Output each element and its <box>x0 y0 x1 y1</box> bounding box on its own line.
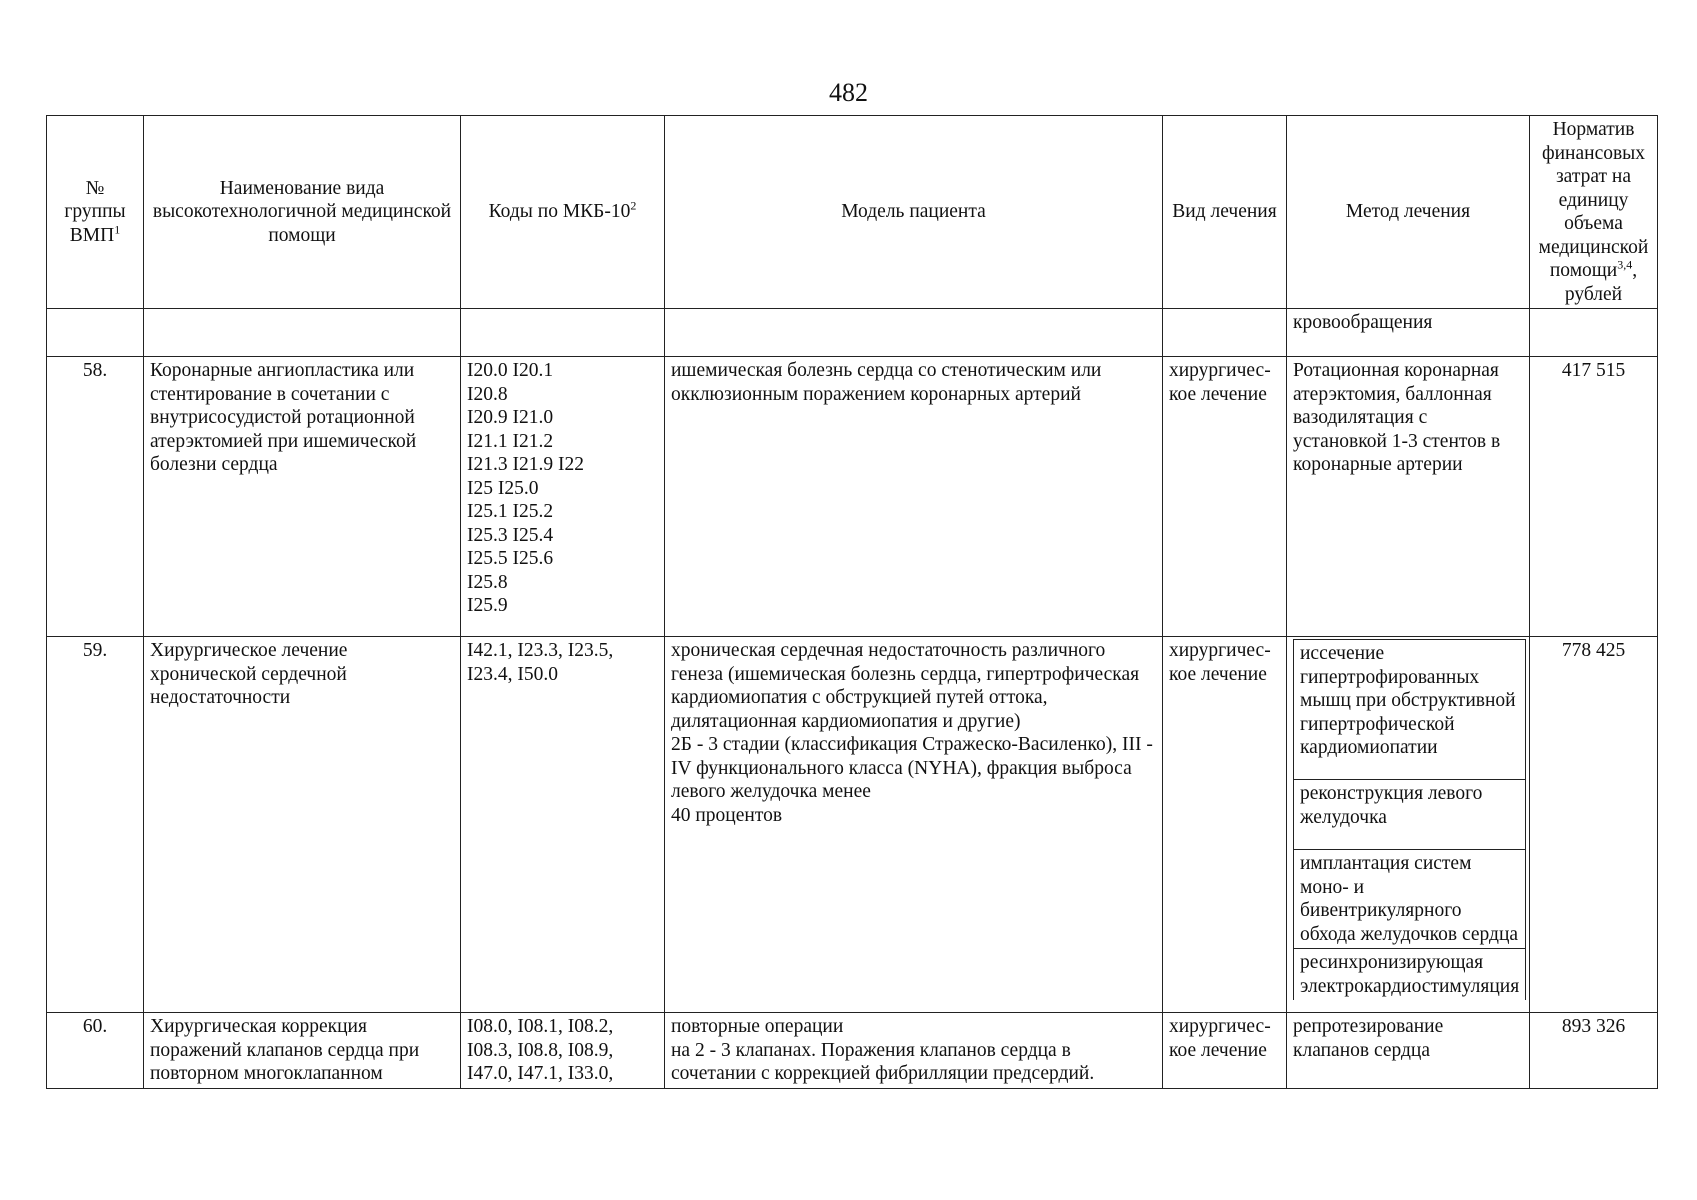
model-text: повторные операции <box>671 1016 844 1037</box>
code-line: I21.3 I21.9 I22 <box>467 454 584 475</box>
row-name: Коронарные ангиопластика или стентирование в сочетании с внутрисосудистой ротационной атерэктомией при ишемической болезни сердца <box>144 357 461 637</box>
code-line: I25.3 I25.4 <box>467 524 554 546</box>
table-row <box>47 637 1658 1013</box>
header-method: Метод лечения <box>1287 116 1530 309</box>
header-norm: Норматив финансовых затрат на единицу объема медицинской помощи$^{3,4}$, рублей <box>1530 116 1658 309</box>
code-line: I21.1 I21.2 <box>467 430 554 452</box>
row-treatment: хирургичес-кое лечение <box>1163 1013 1287 1089</box>
code-line: I25 I25.0 <box>467 477 539 499</box>
method-list <box>1293 639 1526 1000</box>
row-norm: 893 326 <box>1530 1013 1658 1089</box>
method-item: ресинхронизирующая электрокардиостимуляция <box>1294 949 1526 1001</box>
table-row <box>47 357 1658 637</box>
continuation-method: кровообращения <box>1287 309 1530 357</box>
method-item: иссечение гипертрофированных мышц при обструктивной гипертрофической кардиомиопатии <box>1294 640 1526 780</box>
model-text: хроническая сердечная недостаточность различного генеза (ишемическая болезнь сердца, гипертрофическая кардиомиопатия с обструкцией путей оттока, дилятационная кардиомиопатия и другие) <box>671 640 1140 732</box>
row-norm: 417 515 <box>1530 357 1658 637</box>
model-text: 2Б - 3 стадии (классификация Стражеско-Василенко), III - IV функционального класса (NYHA), фракция выброса левого желудочка менее <box>671 734 1153 802</box>
header-name: Наименование вида высокотехнологичной медицинской помощи <box>144 116 461 309</box>
header-group: № группы ВМП$^1$ <box>47 116 144 309</box>
row-model <box>665 357 1163 637</box>
code-line: I20.8 <box>467 383 508 405</box>
page-number: 482 <box>829 78 868 107</box>
table-row <box>47 1013 1658 1089</box>
code-line: I25.8 <box>467 571 508 593</box>
code-line: I25.9 <box>467 595 508 616</box>
header-treatment: Вид лечения <box>1163 116 1287 309</box>
row-treatment: хирургичес-кое лечение <box>1163 357 1287 637</box>
code-line: I25.1 I25.2 <box>467 501 554 522</box>
row-number: 59. <box>47 637 144 1013</box>
model-text: ишемическая болезнь сердца со стенотическим или окклюзионным поражением коронарных артерий <box>671 360 1102 405</box>
table-header-row <box>47 116 1658 309</box>
model-text: 40 процентов <box>671 804 783 826</box>
code-line: I25.5 I25.6 <box>467 548 554 569</box>
row-codes: I42.1, I23.3, I23.5, I23.4, I50.0 <box>461 637 665 1013</box>
header-codes: Коды по МКБ-$10^2$ <box>461 116 665 309</box>
row-number: 60. <box>47 1013 144 1089</box>
continuation-row <box>47 309 1658 357</box>
row-name: Хирургическое лечение хронической сердечной недостаточности <box>144 637 461 1013</box>
row-method: репротезирование клапанов сердца <box>1287 1013 1530 1089</box>
header-model: Модель пациента <box>665 116 1163 309</box>
row-number: 58. <box>47 357 144 637</box>
row-model <box>665 1013 1163 1089</box>
row-model <box>665 637 1163 1013</box>
code-line: I20.9 I21.0 <box>467 407 554 428</box>
model-text: на 2 - 3 клапанах. Поражения клапанов сердца в сочетании с коррекцией фибрилляции предсердий. <box>671 1039 1095 1084</box>
row-method: Ротационная коронарная атерэктомия, баллонная вазодилятация с установкой 1-3 стентов в коронарные артерии <box>1287 357 1530 637</box>
method-item: реконструкция левого желудочка <box>1294 780 1526 850</box>
vmp-table <box>46 115 1658 1089</box>
method-item: имплантация систем моно- и бивентрикулярного обхода желудочков сердца <box>1294 850 1526 949</box>
row-treatment: хирургичес-кое лечение <box>1163 637 1287 1013</box>
code-line: I20.0 I20.1 <box>467 360 554 381</box>
row-name: Хирургическая коррекция поражений клапанов сердца при повторном многоклапанном <box>144 1013 461 1089</box>
row-methods <box>1287 637 1530 1013</box>
row-norm: 778 425 <box>1530 637 1658 1013</box>
row-codes <box>461 357 665 637</box>
row-codes: I08.0, I08.1, I08.2, I08.3, I08.8, I08.9, I47.0, I47.1, I33.0, <box>461 1013 665 1089</box>
